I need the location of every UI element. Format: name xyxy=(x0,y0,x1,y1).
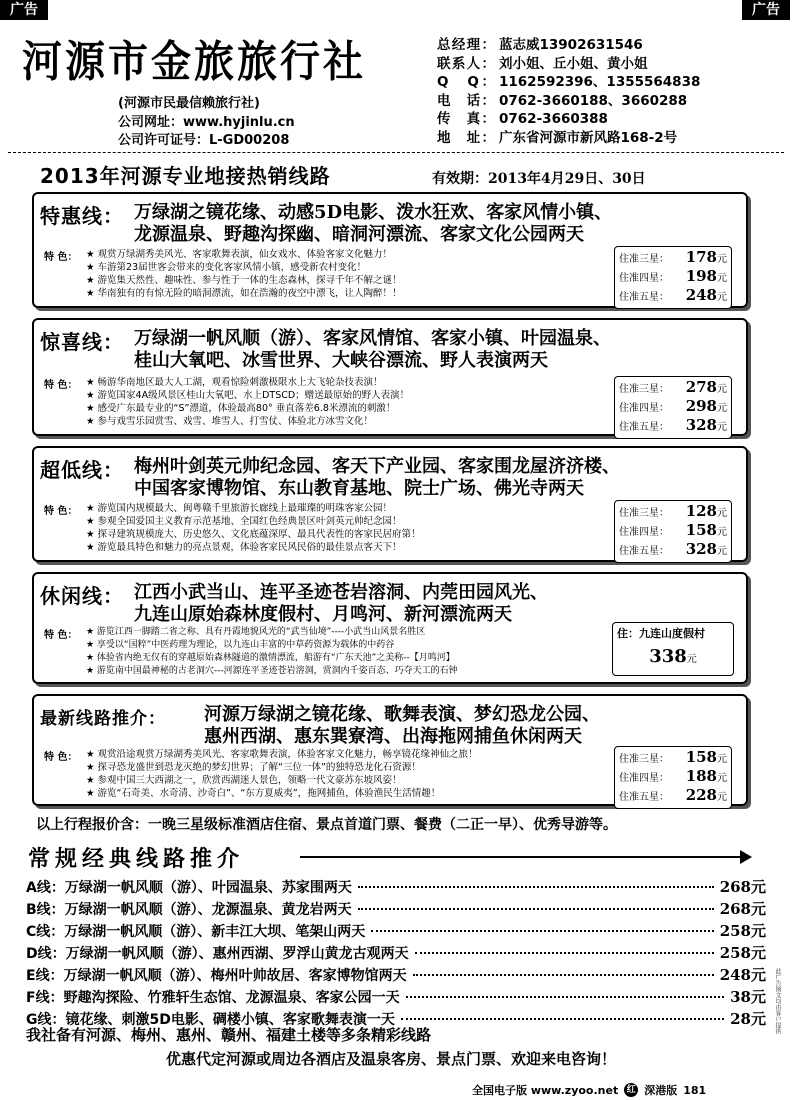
price-value: 328 xyxy=(685,540,717,558)
region-label: 深港版 xyxy=(644,1084,678,1097)
price-unit: 元 xyxy=(717,292,727,303)
features-label: 特 色： xyxy=(44,630,78,641)
price-row xyxy=(619,268,727,287)
price-unit: 元 xyxy=(717,754,727,765)
block-line2: 惠州西湖、惠东巽寮湾、出海拖网捕鱼休闲两天 xyxy=(204,726,582,747)
contact-info xyxy=(437,36,700,147)
price-value: 278 xyxy=(685,378,717,396)
price-value: 188 xyxy=(685,767,717,785)
price-label: 住准四星： xyxy=(619,403,669,414)
contact-value: 蓝志威13902631546 xyxy=(499,37,643,53)
stay-hotel: 住：九连山度假村 xyxy=(617,627,705,640)
price-row xyxy=(619,749,727,768)
price-unit: 元 xyxy=(717,273,727,284)
price-value: 248 xyxy=(685,286,717,304)
price-unit: 元 xyxy=(717,508,727,519)
features-list xyxy=(86,376,409,428)
ad-tag-left: 广告 xyxy=(0,0,48,20)
company-website: 公司网址：www.hyjinlu.cn xyxy=(118,115,295,130)
route-code: C线： xyxy=(26,924,65,940)
feature-item: ★ 游览国内规模最大、闽粤赣千里旅游长廊线上最璀璨的明珠客家公园！ xyxy=(86,503,393,514)
route-code: A线： xyxy=(26,880,65,896)
features-list xyxy=(86,626,458,678)
feature-item: ★ 观赏万绿湖秀美风光、客家歌舞表演，仙女戏水、体验客家文化魅力！ xyxy=(86,249,393,260)
feature-item: ★ 游览“石奇美、水奇清、沙奇白”、“东方夏威夷”，拖网捕鱼，体验渔民生活情趣！ xyxy=(86,788,441,799)
feature-item: ★ 观赏沿途观赏万绿湖秀美风光、客家歌舞表演，体验客家文化魅力，畅享镜花缘神仙之旅！ xyxy=(86,749,478,760)
route-price: 38元 xyxy=(730,988,766,1006)
price-unit: 元 xyxy=(717,792,727,803)
page-footer xyxy=(472,1082,706,1098)
price-label: 住准三星： xyxy=(619,254,669,265)
contact-row xyxy=(437,129,700,148)
validity-date: 有效期：2013年4月29日、30日 xyxy=(432,171,646,187)
booking-service-note: 优惠代定河源或周边各酒店及温泉客房、景点门票、欢迎来电咨询！ xyxy=(166,1050,617,1068)
price-label: 住准五星： xyxy=(619,422,669,433)
price-label: 住准三星： xyxy=(619,508,669,519)
route-code: D线： xyxy=(26,946,66,962)
block-line1: 万绿湖之镜花缘、动感5D电影、泼水狂欢、客家风情小镇、 xyxy=(134,202,613,223)
price-label: 住准五星： xyxy=(619,792,669,803)
price-label: 住准四星： xyxy=(619,527,669,538)
company-name: 河源市金旅旅行社 xyxy=(22,37,366,88)
price-box xyxy=(612,622,734,676)
route-row xyxy=(26,920,766,942)
route-block-jingxi xyxy=(32,318,748,436)
feature-item: ★ 游览江西一脚踏二省之称、具有丹霞地貌风光的“武当仙境”----小武当山风景名胜区 xyxy=(86,627,426,637)
routes-available-note: 我社备有河源、梅州、惠州、赣州、福建土楼等多条精彩线路 xyxy=(26,1026,432,1044)
price-box xyxy=(614,746,732,809)
route-price: 28元 xyxy=(730,1010,766,1028)
block-line1: 江西小武当山、连平圣迹苍岩溶洞、内莞田园风光、 xyxy=(134,582,548,603)
feature-item: ★ 享受以“国粹”中医药理为理论，以九连山丰富的中草药资源为载体的中药谷 xyxy=(86,640,395,650)
price-row xyxy=(619,379,727,398)
price-includes-note: 以上行程报价含：一晚三星级标准酒店住宿、景点首道门票、餐费（二正一早）、优秀导游等。 xyxy=(36,817,617,833)
contact-value: 0762-3660388 xyxy=(499,111,608,127)
classic-routes-list xyxy=(26,876,766,1030)
route-block-xiuxian xyxy=(32,572,748,684)
arrow-head-icon xyxy=(740,850,752,864)
route-code: F线： xyxy=(26,990,64,1006)
route-row xyxy=(26,942,766,964)
feature-item: ★ 畅游华南地区最大人工湖，观看惊险刺激极限水上大飞轮杂技表演！ xyxy=(86,377,383,388)
feature-item: ★ 参观全国爱国主义教育示范基地、全国红色经典景区叶剑英元帅纪念园！ xyxy=(86,516,402,527)
route-price: 258元 xyxy=(719,944,766,962)
route-desc: 万绿湖一帆风顺（游）、梅州叶帅故居、客家博物馆两天 xyxy=(63,968,407,984)
block-label: 特惠线： xyxy=(40,204,124,228)
contact-row xyxy=(437,73,700,92)
contact-value: 刘小姐、丘小姐、黄小姐 xyxy=(499,55,648,72)
price-value: 128 xyxy=(685,502,717,520)
route-code: G线： xyxy=(26,1012,66,1028)
route-block-tehui xyxy=(32,192,748,308)
route-price: 268元 xyxy=(719,878,766,896)
feature-item: ★ 华南独有的有惊无险的暗洞漂流，如在浩瀚的夜空中漂飞，让人陶醉！！ xyxy=(86,288,402,299)
price-value: 228 xyxy=(685,786,717,804)
price-unit: 元 xyxy=(717,546,727,557)
block-label: 休闲线： xyxy=(40,584,124,608)
feature-item: ★ 参观中国三大西湖之一，欣赏西湖迷人景色，领略一代文豪苏东坡风姿！ xyxy=(86,775,402,786)
block-line2: 中国客家博物馆、东山教育基地、院士广场、佛光寺两天 xyxy=(134,478,584,499)
edition-badge-icon: 红 xyxy=(624,1083,638,1097)
price-row xyxy=(619,398,727,417)
contact-row xyxy=(437,110,700,129)
price-value: 198 xyxy=(685,267,717,285)
price-unit: 元 xyxy=(717,527,727,538)
features-list xyxy=(86,748,478,800)
edition-label: 全国电子版 www.zyoo.net xyxy=(472,1084,619,1097)
company-license: 公司许可证号：L-GD00208 xyxy=(118,133,290,148)
contact-label: Q Q： xyxy=(437,74,495,90)
block-line2: 九连山原始森林度假村、月鸣河、新河漂流两天 xyxy=(134,604,512,625)
feature-item: ★ 探寻恐龙盛世到恐龙灭绝的梦幻世界；了解“三位一体”的独特恐龙化石资源！ xyxy=(86,762,421,773)
contact-label: 传 真： xyxy=(437,111,495,127)
price-row xyxy=(619,417,727,436)
route-row xyxy=(26,898,766,920)
route-desc: 万绿湖一帆风顺（游）、新丰江大坝、笔架山两天 xyxy=(64,924,366,940)
features-label: 特 色： xyxy=(44,252,78,263)
route-block-chaodi xyxy=(32,446,748,562)
price-label: 住准四星： xyxy=(619,273,669,284)
route-desc: 镜花缘、刺激5D电影、碉楼小镇、客家歌舞表演一天 xyxy=(65,1012,395,1028)
features-label: 特 色： xyxy=(44,380,78,391)
price-value: 178 xyxy=(685,248,717,266)
price-row xyxy=(619,541,727,560)
price-unit: 元 xyxy=(717,384,727,395)
route-price: 258元 xyxy=(719,922,766,940)
route-row xyxy=(26,964,766,986)
price-unit: 元 xyxy=(717,403,727,414)
route-code: B线： xyxy=(26,902,65,918)
price-unit: 元 xyxy=(686,654,697,665)
price-row xyxy=(619,287,727,306)
price-box xyxy=(614,500,732,563)
price-box xyxy=(614,246,732,309)
ad-tag-right: 广告 xyxy=(742,0,790,20)
price-unit: 元 xyxy=(717,254,727,265)
price-row xyxy=(619,768,727,787)
route-desc: 万绿湖一帆风顺（游）、惠州西湖、罗浮山黄龙古观两天 xyxy=(65,946,409,962)
feature-item: ★ 游览南中国最神秘的古老洞穴---河源连平圣迹苍岩溶洞，赏洞内千姿百态、巧夺天工的石钟 xyxy=(86,666,458,676)
price-unit: 元 xyxy=(717,422,727,433)
company-slogan: (河源市民最信赖旅行社) xyxy=(118,96,260,111)
block-line1: 河源万绿湖之镜花缘、歌舞表演、梦幻恐龙公园、 xyxy=(204,704,600,725)
contact-row xyxy=(437,92,700,111)
route-price: 268元 xyxy=(719,900,766,918)
classic-routes-title: 常规经典线路推介 xyxy=(28,847,245,872)
arrow-line-icon xyxy=(300,856,748,858)
contact-label: 联系人： xyxy=(437,55,495,72)
contact-label: 总经理： xyxy=(437,37,495,53)
price-box xyxy=(614,376,732,439)
feature-item: ★ 参与戏雪乐园赏雪、戏雪、堆雪人、打雪仗、体验北方冰雪文化！ xyxy=(86,416,374,427)
price-value: 158 xyxy=(685,521,717,539)
price-label: 住准五星： xyxy=(619,292,669,303)
block-label: 超低线： xyxy=(40,458,124,482)
price-value: 328 xyxy=(685,416,717,434)
contact-label: 地 址： xyxy=(437,129,495,146)
block-line2: 桂山大氧吧、冰雪世界、大峡谷漂流、野人表演两天 xyxy=(134,350,548,371)
block-line1: 万绿湖一帆风顺（游）、客家风情馆、客家小镇、叶园温泉、 xyxy=(134,328,611,349)
price-label: 住准四星： xyxy=(619,773,669,784)
features-list xyxy=(86,248,402,300)
feature-item: ★ 车游第23届世客会带来的变化客家风情小镇，感受新农村变化！ xyxy=(86,262,367,273)
contact-value: 1162592396、1355564838 xyxy=(499,74,701,90)
price-label: 住准五星： xyxy=(619,546,669,557)
contact-row xyxy=(437,36,700,55)
block-label: 惊喜线： xyxy=(40,330,124,354)
page-number: 181 xyxy=(683,1083,707,1097)
feature-item: ★ 游览最具特色和魅力的亮点景观，体验客家民风民俗的最佳景点客天下！ xyxy=(86,542,402,553)
feature-item: ★ 游览国家4A级风景区桂山大氧吧、水上DTSCD；赠送最原始的野人表演！ xyxy=(86,390,410,401)
contact-value: 广东省河源市新风路168-2号 xyxy=(499,129,678,146)
features-label: 特 色： xyxy=(44,506,78,517)
price-unit: 元 xyxy=(717,773,727,784)
route-row xyxy=(26,986,766,1008)
price-value: 298 xyxy=(685,397,717,415)
price-row xyxy=(619,787,727,806)
disclaimer-sidenote: 此广告图文均由客户提供 xyxy=(774,968,781,1034)
price-row xyxy=(619,249,727,268)
route-desc: 野趣沟探险、竹雅轩生态馆、龙源温泉、客家公园一天 xyxy=(63,990,400,1006)
route-row xyxy=(26,876,766,898)
feature-item: ★ 游览集天然性、趣味性、参与性于一体的生态森林，探寻千年不解之谜！ xyxy=(86,275,402,286)
price-row xyxy=(619,503,727,522)
block-line2: 龙源温泉、野趣沟探幽、暗洞河漂流、客家文化公园两天 xyxy=(134,224,584,245)
features-label: 特 色： xyxy=(44,752,78,763)
price-row xyxy=(619,522,727,541)
price-label: 住准三星： xyxy=(619,754,669,765)
route-code: E线： xyxy=(26,968,64,984)
feature-item: ★ 体验省内绝无仅有的穿越原始森林隧道的激情漂流，船游有“广东天池”之美称--【月鸣河】 xyxy=(86,653,455,663)
price-label: 住准三星： xyxy=(619,384,669,395)
block-label: 最新线路推介： xyxy=(40,709,166,729)
features-list xyxy=(86,502,421,554)
contact-label: 电 话： xyxy=(437,92,495,109)
contact-value: 0762-3660188、3660288 xyxy=(499,92,688,109)
block-line1: 梅州叶剑英元帅纪念园、客天下产业园、客家围龙屋济济楼、 xyxy=(134,456,620,477)
headline: 2013年河源专业地接热销线路 xyxy=(40,164,331,188)
contact-row xyxy=(437,55,700,74)
feature-item: ★ 感受广东最专业的“S”漂道，体验最高80° 垂直落差6.8米漂流的刺激！ xyxy=(86,403,396,414)
route-block-latest xyxy=(32,694,748,806)
header-divider xyxy=(8,152,784,153)
route-desc: 万绿湖一帆风顺（游）、龙源温泉、黄龙岩两天 xyxy=(64,902,352,918)
price-value: 338 xyxy=(649,646,687,667)
price-value: 158 xyxy=(685,748,717,766)
route-price: 248元 xyxy=(719,966,766,984)
feature-item: ★ 探寻建筑规模庞大、历史悠久、文化底蕴深厚、最具代表性的客家民居府第！ xyxy=(86,529,421,540)
route-desc: 万绿湖一帆风顺（游）、叶园温泉、苏家围两天 xyxy=(64,880,352,896)
